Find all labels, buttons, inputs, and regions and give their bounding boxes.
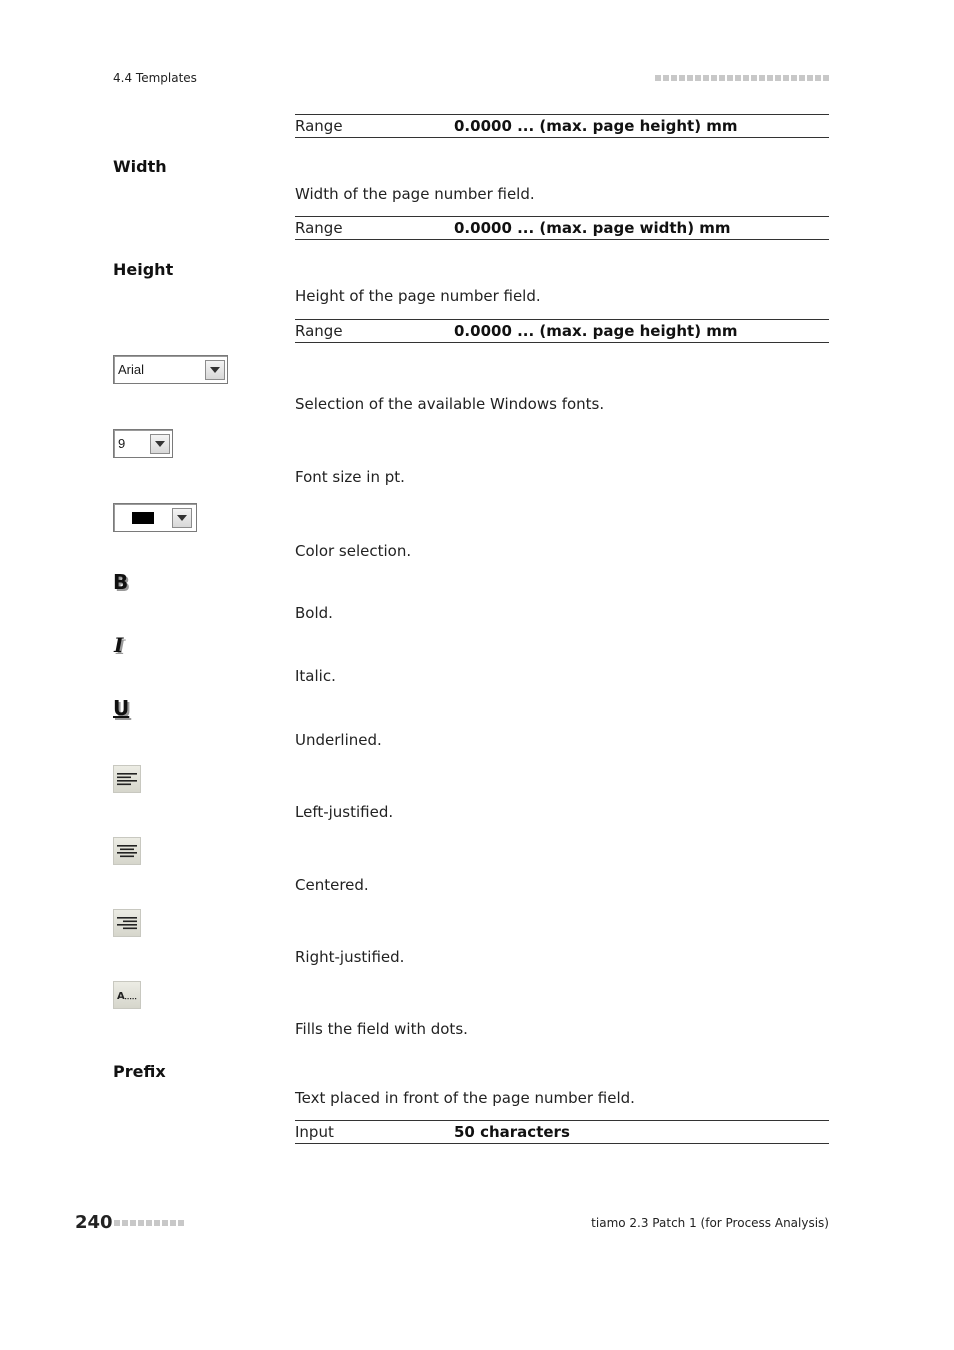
fill-dots-button[interactable] xyxy=(113,981,141,1009)
range-value: 0.0000 ... (max. page height) mm xyxy=(454,116,738,135)
range-table-top xyxy=(295,114,829,138)
color-swatch xyxy=(132,512,154,524)
font-combo[interactable] xyxy=(113,355,228,384)
font-size-description: Font size in pt. xyxy=(295,468,405,486)
italic-description: Italic. xyxy=(295,667,336,685)
font-combo-value: Arial xyxy=(118,362,145,377)
width-range-table xyxy=(295,216,829,240)
align-left-button[interactable] xyxy=(113,765,141,793)
section-header: 4.4 Templates xyxy=(113,71,197,85)
align-left-description: Left-justified. xyxy=(295,803,394,821)
align-right-button[interactable] xyxy=(113,909,141,937)
width-heading: Width xyxy=(113,157,167,176)
prefix-input-key: Input xyxy=(295,1122,334,1141)
width-range-key: Range xyxy=(295,218,343,237)
font-size-combo[interactable] xyxy=(113,429,173,458)
range-key: Range xyxy=(295,116,343,135)
footer-product: tiamo 2.3 Patch 1 (for Process Analysis) xyxy=(591,1216,829,1230)
color-description: Color selection. xyxy=(295,542,412,560)
italic-icon[interactable]: I xyxy=(114,633,124,657)
align-center-icon xyxy=(116,843,138,859)
prefix-description: Text placed in front of the page number field. xyxy=(295,1089,635,1107)
width-description: Width of the page number field. xyxy=(295,185,535,203)
font-size-value: 9 xyxy=(118,436,126,451)
width-range-value: 0.0000 ... (max. page width) mm xyxy=(454,218,731,237)
page-number: 240 xyxy=(75,1212,113,1233)
height-range-key: Range xyxy=(295,321,343,340)
height-description: Height of the page number field. xyxy=(295,287,541,305)
fill-dots-letter: A xyxy=(117,991,125,1002)
align-left-icon xyxy=(116,771,138,787)
align-center-button[interactable] xyxy=(113,837,141,865)
underline-icon[interactable]: U xyxy=(113,696,130,720)
chevron-down-icon[interactable] xyxy=(205,360,225,380)
fill-dots-icon xyxy=(115,987,139,1003)
align-right-icon xyxy=(116,915,138,931)
prefix-input-table xyxy=(295,1120,829,1144)
color-combo[interactable] xyxy=(113,503,197,532)
header-dots-decoration xyxy=(655,75,829,81)
underline-description: Underlined. xyxy=(295,731,382,749)
bold-icon[interactable]: B xyxy=(113,570,129,594)
chevron-down-icon[interactable] xyxy=(150,434,170,454)
prefix-input-value: 50 characters xyxy=(454,1122,570,1141)
bold-description: Bold. xyxy=(295,604,333,622)
footer-dots-decoration xyxy=(114,1220,184,1226)
height-range-value: 0.0000 ... (max. page height) mm xyxy=(454,321,738,340)
align-center-description: Centered. xyxy=(295,876,369,894)
height-range-table xyxy=(295,319,829,343)
prefix-heading: Prefix xyxy=(113,1062,166,1081)
font-description: Selection of the available Windows fonts. xyxy=(295,395,605,413)
chevron-down-icon[interactable] xyxy=(172,508,192,528)
height-heading: Height xyxy=(113,260,174,279)
align-right-description: Right-justified. xyxy=(295,948,405,966)
fill-dots-description: Fills the field with dots. xyxy=(295,1020,468,1038)
